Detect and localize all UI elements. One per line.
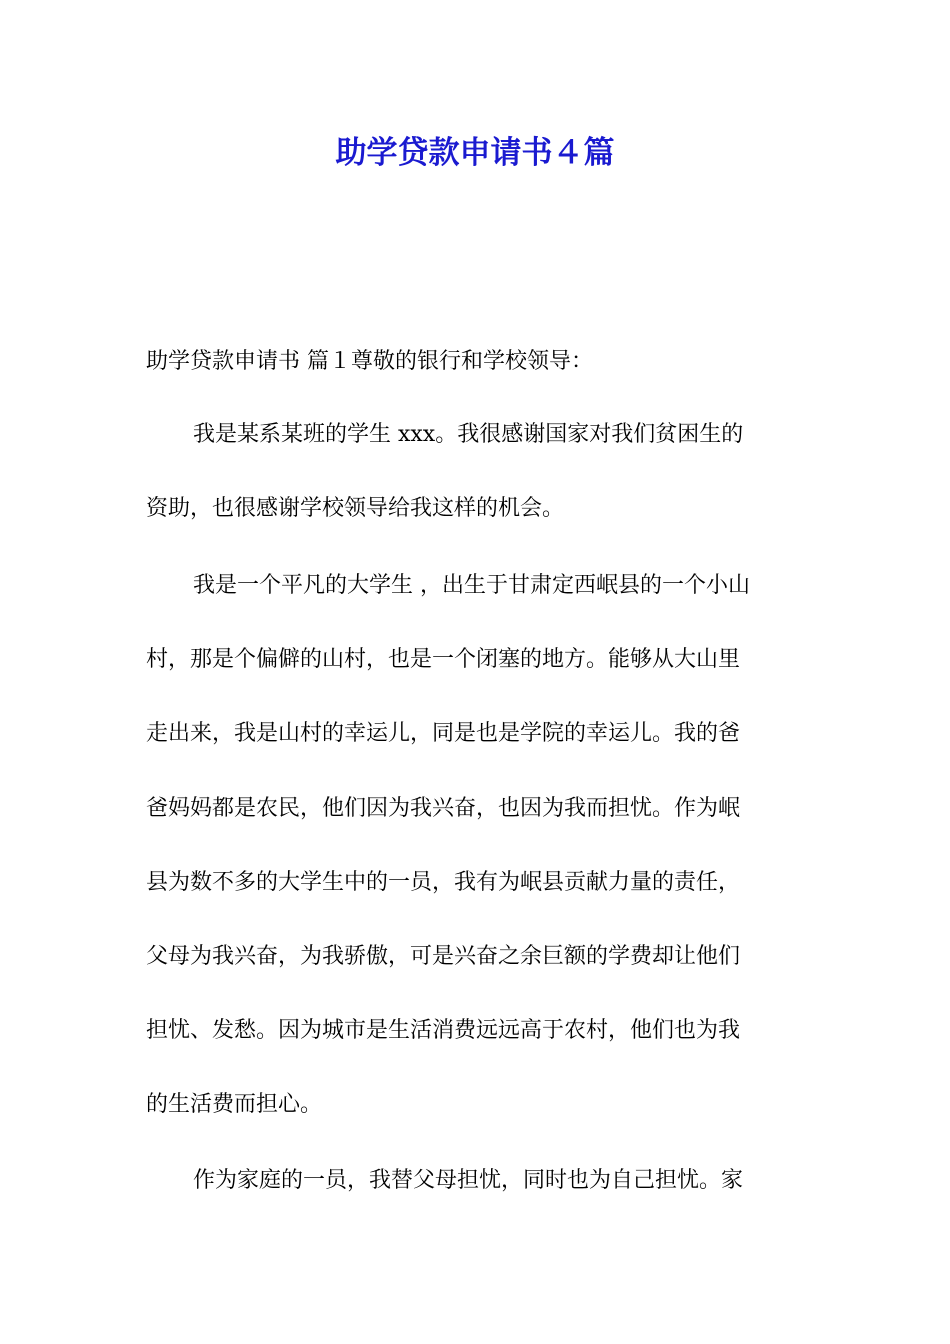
paragraph-line: 我是一个平凡的大学生 ，出生于甘肃定西岷县的一个小山 [193, 573, 750, 598]
paragraph-line: 走出来，我是山村的幸运儿，同是也是学院的幸运儿。我的爸 [146, 721, 741, 746]
paragraph-line: 村，那是个偏僻的山村，也是一个闭塞的地方。能够从大山里 [146, 647, 741, 672]
paragraph-line: 我是某系某班的学生 xxx。我很感谢国家对我们贫困生的 [193, 422, 744, 447]
paragraph-line: 担忧、发愁。因为城市是生活消费远远高于农村，他们也为我 [146, 1018, 741, 1043]
intro-line: 助学贷款申请书 篇１尊敬的银行和学校领导： [146, 349, 593, 374]
paragraph-line: 县为数不多的大学生中的一员，我有为岷县贡献力量的责任， [146, 870, 741, 895]
document-title: 助学贷款申请书４篇 [335, 135, 615, 171]
paragraph-line: 资助，也很感谢学校领导给我这样的机会。 [146, 496, 565, 521]
paragraph-line: 的生活费而担心。 [146, 1092, 323, 1117]
paragraph-line: 作为家庭的一员，我替父母担忧，同时也为自己担忧。家 [193, 1168, 744, 1193]
paragraph-line: 父母为我兴奋，为我骄傲，可是兴奋之余巨额的学费却让他们 [146, 944, 741, 969]
paragraph-line: 爸妈妈都是农民，他们因为我兴奋，也因为我而担忧。作为岷 [146, 796, 741, 821]
